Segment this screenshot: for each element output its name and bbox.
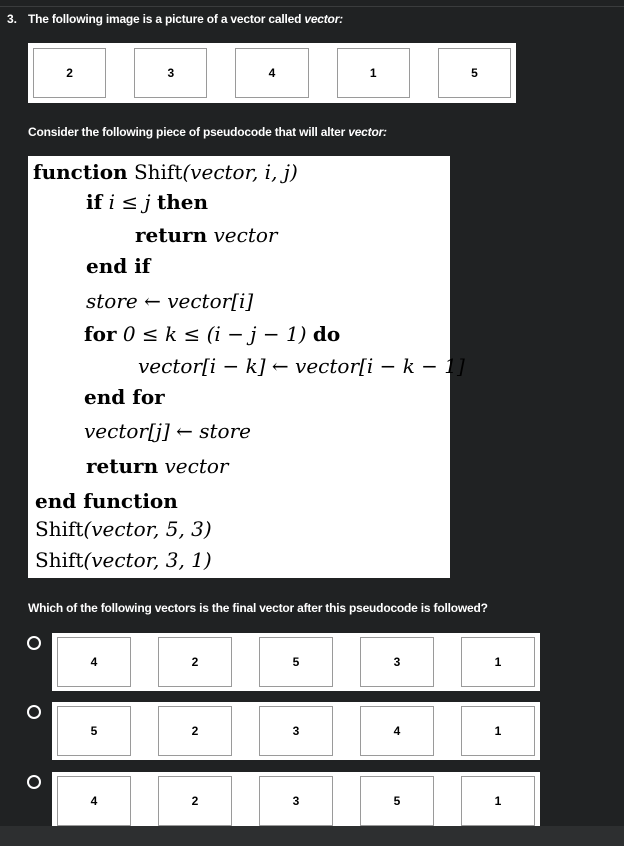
option-1-radio[interactable] [27,636,41,650]
bottom-bar [0,826,624,846]
vector-cell: 1 [337,48,410,98]
option-1-vector[interactable] [52,633,540,691]
code-line-end-if: end if [86,254,151,278]
code-line-call-1: Shift(vector, 5, 3) [35,517,212,541]
vector-cell: 2 [33,48,106,98]
code-line-shift-assign: vector[i − k] ← vector[i − k − 1] [138,354,465,378]
option-cell: 1 [461,776,535,826]
question-text-var: vector: [304,12,343,26]
option-cell: 2 [158,706,232,756]
option-cell: 5 [360,776,434,826]
option-cell: 1 [461,706,535,756]
top-divider [0,6,624,7]
code-line-for: for 0 ≤ k ≤ (i − j − 1) do [84,322,341,346]
code-line-return: return vector [86,454,229,478]
question-text [28,12,343,26]
option-cell: 5 [259,637,333,687]
vector-cell: 4 [235,48,308,98]
option-cell: 4 [360,706,434,756]
code-line-function: function Shift(vector, i, j) [33,160,298,184]
option-cell: 2 [158,776,232,826]
option-cell: 5 [57,706,131,756]
option-cell: 4 [57,637,131,687]
code-line-store: store ← vector[i] [86,289,254,313]
option-2-vector[interactable] [52,702,540,760]
option-3-vector[interactable] [52,772,540,830]
consider-text [28,125,387,139]
question-text-prefix: The following image is a picture of a vector called [28,12,305,26]
option-2-radio[interactable] [27,705,41,719]
option-cell: 1 [461,637,535,687]
code-line-if: if i ≤ j then [86,190,209,214]
vector-cell: 5 [438,48,511,98]
vector-cell: 3 [134,48,207,98]
option-cell: 3 [259,706,333,756]
option-cell: 4 [57,776,131,826]
option-cell: 2 [158,637,232,687]
consider-text-prefix: Consider the following piece of pseudocode that will alter [28,125,349,139]
vector-image [28,43,516,103]
pseudocode-image [28,156,465,578]
answer-question-text: Which of the following vectors is the final vector after this pseudocode is followed? [28,601,488,615]
code-line-assign-store: vector[j] ← store [84,419,251,443]
code-line-return-early: return vector [135,223,278,247]
code-line-call-2: Shift(vector, 3, 1) [35,548,212,572]
code-line-end-function: end function [35,489,178,513]
option-cell: 3 [259,776,333,826]
question-number: 3. [7,12,18,26]
option-cell: 3 [360,637,434,687]
consider-text-var: vector: [348,125,387,139]
option-3-radio[interactable] [27,775,41,789]
code-line-end-for: end for [84,385,165,409]
